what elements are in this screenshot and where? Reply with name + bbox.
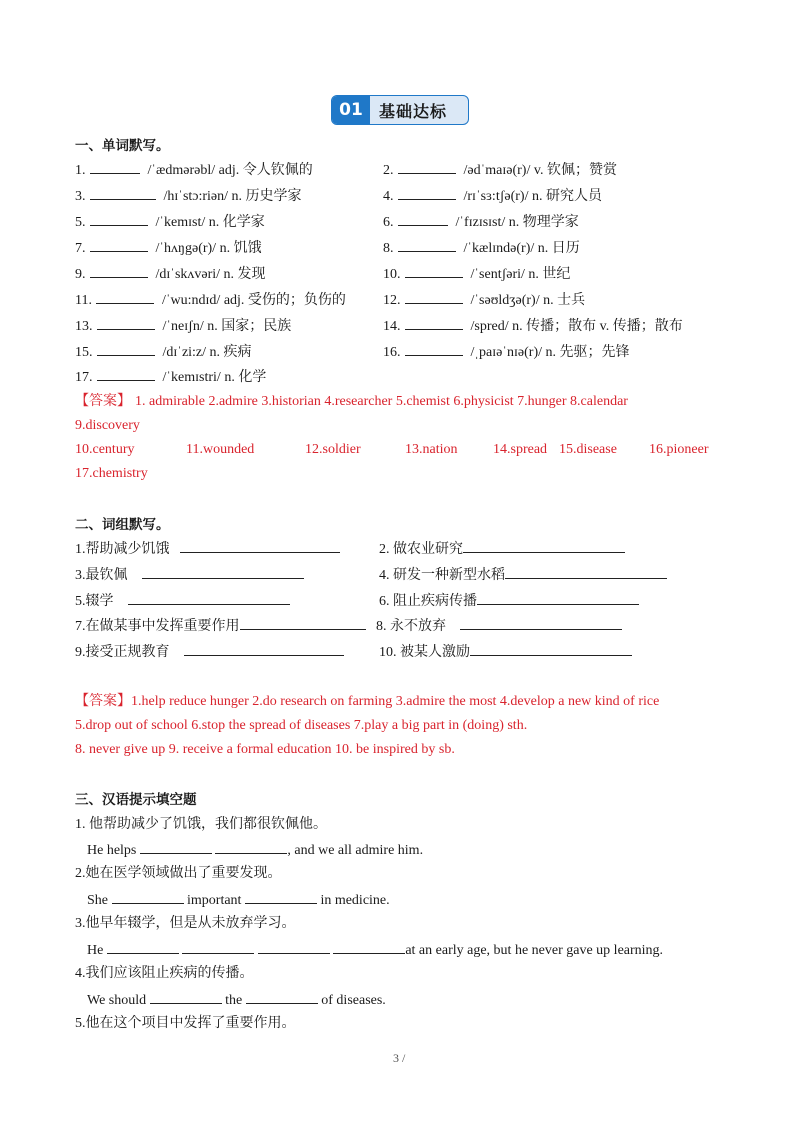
- vocab-number: 4.: [383, 189, 394, 204]
- answer2-line3: 8. never give up 9. receive a formal education 10. be inspired by sb.: [75, 742, 455, 757]
- phrase-item: [75, 616, 366, 636]
- q4-english: [87, 990, 386, 1010]
- vocab-definition: /ədˈmaɪə(r)/ v. 钦佩；赞赏: [463, 163, 617, 178]
- blank[interactable]: [142, 565, 304, 579]
- answer-item: 13.nation: [405, 442, 458, 457]
- vocab-number: 1.: [75, 163, 86, 178]
- page-number: 3 /: [393, 1051, 406, 1065]
- vocab-number: 6.: [383, 215, 394, 230]
- q4-text-c: of diseases.: [321, 993, 386, 1008]
- vocab-number: 3.: [75, 189, 86, 204]
- vocab-definition: /dɪˈskʌvəri/ n. 发现: [155, 267, 266, 282]
- vocab-definition: /ˈkemɪst/ n. 化学家: [155, 215, 265, 230]
- answer-item: 15.disease: [559, 442, 617, 457]
- vocab-definition: /ˈkemɪstri/ n. 化学: [162, 370, 267, 385]
- blank[interactable]: [140, 840, 212, 854]
- phrase-prompt: 7.在做某事中发挥重要作用: [75, 619, 240, 634]
- answer-item: 10.century: [75, 442, 135, 457]
- answer-item: 14.spread: [493, 442, 548, 457]
- phrase-item: [75, 565, 304, 585]
- vocab-definition: /ˈkælɪndə(r)/ n. 日历: [463, 241, 580, 256]
- vocab-definition: /hɪˈstɔ:riən/ n. 历史学家: [163, 189, 302, 204]
- blank[interactable]: [240, 616, 366, 630]
- vocab-item: [383, 186, 602, 206]
- answer-text: 1.help reduce hunger 2.do research on farming 3.admire the most 4.develop a new kind of rice: [131, 694, 660, 709]
- q2-chinese: 2.她在医学领域做出了重要发现。: [75, 866, 282, 881]
- phrase-item: [75, 539, 340, 559]
- phrase-item: [379, 539, 625, 559]
- answer1-line4: 17.chemistry: [75, 466, 148, 481]
- vocab-item: [383, 316, 683, 336]
- blank[interactable]: [460, 616, 622, 630]
- q2-text-c: in medicine.: [320, 893, 390, 908]
- blank[interactable]: [215, 840, 287, 854]
- phrase-prompt: 2. 做农业研究: [379, 542, 463, 557]
- section3-heading: 三、汉语提示填空题: [75, 792, 197, 808]
- vocab-number: 9.: [75, 267, 86, 282]
- phrase-prompt: 10. 被某人激励: [379, 645, 470, 660]
- blank[interactable]: [246, 990, 318, 1004]
- blank[interactable]: [97, 342, 155, 356]
- vocab-item: [75, 264, 266, 284]
- q4-text-b: the: [225, 993, 243, 1008]
- vocab-item: [383, 290, 585, 310]
- vocab-item: [75, 186, 302, 206]
- blank[interactable]: [150, 990, 222, 1004]
- phrase-prompt: 9.接受正规教育: [75, 645, 170, 660]
- blank[interactable]: [96, 290, 154, 304]
- phrase-prompt: 3.最钦佩: [75, 568, 128, 583]
- phrase-item: [376, 616, 622, 636]
- vocab-number: 16.: [383, 345, 401, 360]
- badge-number: 01: [332, 96, 370, 124]
- vocab-item: [75, 367, 266, 387]
- answer2-line1: [75, 693, 659, 711]
- vocab-number: 11.: [75, 293, 92, 308]
- vocab-definition: /ˌpaɪəˈnɪə(r)/ n. 先驱；先锋: [470, 345, 630, 360]
- vocab-definition: /ˈwu:ndɪd/ adj. 受伤的；负伤的: [161, 293, 346, 308]
- blank[interactable]: [90, 238, 148, 252]
- blank[interactable]: [470, 642, 632, 656]
- q2-text-a: She: [87, 893, 108, 908]
- vocab-item: [75, 212, 265, 232]
- answer1-line1: [75, 393, 628, 411]
- blank[interactable]: [180, 539, 340, 553]
- blank[interactable]: [405, 316, 463, 330]
- q2-text-b: important: [187, 893, 242, 908]
- blank[interactable]: [258, 940, 330, 954]
- vocab-item: [383, 212, 579, 232]
- answer-item: 11.wounded: [186, 442, 255, 457]
- blank[interactable]: [90, 160, 140, 174]
- blank[interactable]: [107, 940, 179, 954]
- vocab-definition: /ˈneɪʃn/ n. 国家；民族: [162, 319, 292, 334]
- blank[interactable]: [184, 642, 344, 656]
- blank[interactable]: [182, 940, 254, 954]
- answer1-line2: 9.discovery: [75, 418, 140, 433]
- vocab-item: [383, 264, 570, 284]
- q3-text-a: He: [87, 943, 104, 958]
- blank[interactable]: [97, 316, 155, 330]
- vocab-number: 8.: [383, 241, 394, 256]
- blank[interactable]: [245, 890, 317, 904]
- q1-text-b: , and we all admire him.: [287, 843, 424, 858]
- vocab-number: 15.: [75, 345, 93, 360]
- blank[interactable]: [90, 186, 156, 200]
- vocab-number: 17.: [75, 370, 93, 385]
- vocab-number: 2.: [383, 163, 394, 178]
- blank[interactable]: [505, 565, 667, 579]
- blank[interactable]: [398, 160, 456, 174]
- vocab-item: [75, 160, 313, 180]
- phrase-prompt: 4. 研发一种新型水稻: [379, 568, 505, 583]
- q1-chinese: 1. 他帮助减少了饥饿，我们都很钦佩他。: [75, 817, 327, 832]
- vocab-item: [75, 238, 262, 258]
- vocab-item: [75, 290, 346, 310]
- blank[interactable]: [405, 342, 463, 356]
- q4-chinese: 4.我们应该阻止疾病的传播。: [75, 966, 254, 981]
- phrase-item: [379, 565, 667, 585]
- blank[interactable]: [398, 238, 456, 252]
- answer-text: 1. admirable 2.admire 3.historian 4.researcher 5.chemist 6.physicist 7.hunger 8.calendar: [135, 394, 628, 409]
- vocab-number: 12.: [383, 293, 401, 308]
- vocab-definition: /ˈsentʃəri/ n. 世纪: [470, 267, 571, 282]
- vocab-definition: /ˈædmərəbl/ adj. 令人钦佩的: [147, 163, 313, 178]
- q2-english: [87, 890, 390, 910]
- phrase-prompt: 6. 阻止疾病传播: [379, 594, 477, 609]
- answer-tag: 【答案】: [75, 694, 131, 709]
- vocab-definition: /ˈfɪzɪsɪst/ n. 物理学家: [455, 215, 579, 230]
- blank[interactable]: [463, 539, 625, 553]
- blank[interactable]: [333, 940, 405, 954]
- phrase-item: [75, 591, 290, 611]
- answer2-line2: 5.drop out of school 6.stop the spread of diseases 7.play a big part in (doing) sth.: [75, 718, 528, 733]
- phrase-item: [379, 642, 632, 662]
- blank[interactable]: [398, 212, 448, 226]
- vocab-definition: /ˈhʌŋgə(r)/ n. 饥饿: [155, 241, 262, 256]
- q3-chinese: 3.他早年辍学，但是从未放弃学习。: [75, 916, 296, 931]
- section2-heading: 二、词组默写。: [75, 517, 170, 533]
- badge-title: 基础达标: [379, 101, 448, 121]
- q5-chinese: 5.他在这个项目中发挥了重要作用。: [75, 1016, 296, 1031]
- blank[interactable]: [112, 890, 184, 904]
- q1-text-a: He helps: [87, 843, 137, 858]
- q3-text-b: at an early age, but he never gave up learning.: [405, 943, 664, 958]
- phrase-prompt: 8. 永不放弃: [376, 619, 446, 634]
- vocab-definition: /ˈsəʊldʒə(r)/ n. 士兵: [470, 293, 586, 308]
- q4-text-a: We should: [87, 993, 147, 1008]
- blank[interactable]: [477, 591, 639, 605]
- blank[interactable]: [90, 264, 148, 278]
- blank[interactable]: [398, 186, 456, 200]
- vocab-item: [383, 342, 630, 362]
- blank[interactable]: [90, 212, 148, 226]
- answer-item: 16.pioneer: [649, 442, 709, 457]
- vocab-item: [383, 160, 617, 180]
- vocab-item: [75, 342, 252, 362]
- vocab-number: 13.: [75, 319, 93, 334]
- blank[interactable]: [405, 290, 463, 304]
- q3-english: [87, 940, 663, 960]
- phrase-prompt: 1.帮助减少饥饿: [75, 542, 170, 557]
- vocab-definition: /rɪˈsɜ:tʃə(r)/ n. 研究人员: [463, 189, 602, 204]
- blank[interactable]: [97, 367, 155, 381]
- vocab-number: 14.: [383, 319, 401, 334]
- phrase-item: [75, 642, 344, 662]
- vocab-number: 5.: [75, 215, 86, 230]
- phrase-item: [379, 591, 639, 611]
- vocab-item: [383, 238, 580, 258]
- phrase-prompt: 5.辍学: [75, 594, 114, 609]
- section-badge: [331, 95, 469, 125]
- answer-tag: 【答案】: [75, 394, 131, 409]
- q1-english: [87, 840, 423, 860]
- vocab-definition: /spred/ n. 传播；散布 v. 传播；散布: [470, 319, 683, 334]
- section1-heading: 一、单词默写。: [75, 138, 170, 154]
- blank[interactable]: [405, 264, 463, 278]
- vocab-item: [75, 316, 291, 336]
- blank[interactable]: [128, 591, 290, 605]
- answer-item: 12.soldier: [305, 442, 361, 457]
- vocab-number: 7.: [75, 241, 86, 256]
- vocab-definition: /dɪˈzi:z/ n. 疾病: [162, 345, 252, 360]
- vocab-number: 10.: [383, 267, 401, 282]
